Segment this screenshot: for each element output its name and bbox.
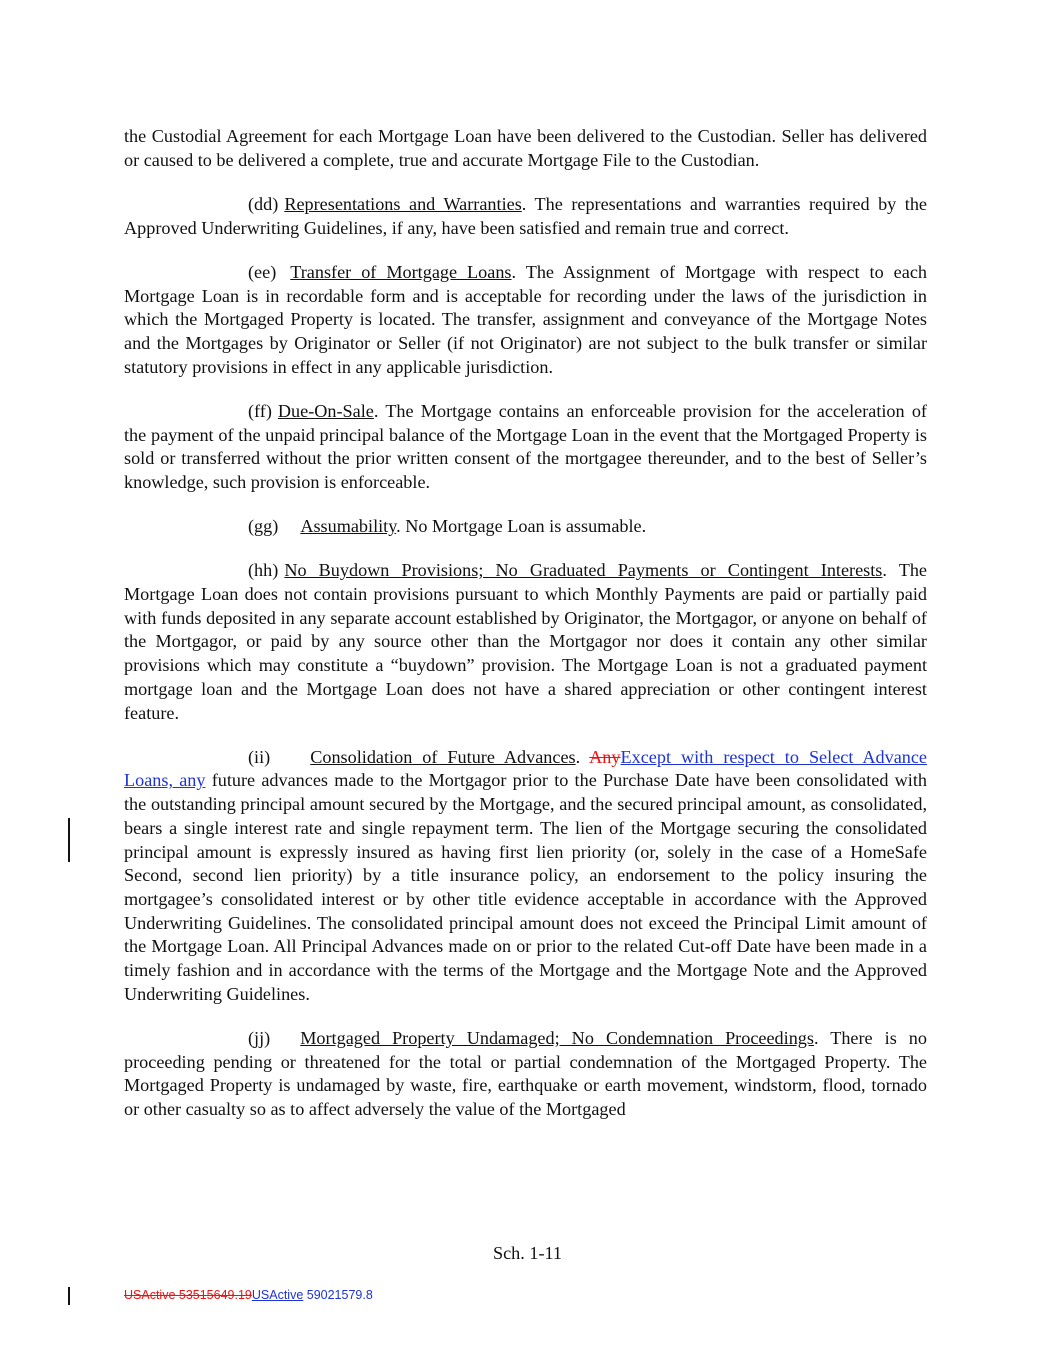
paragraph-ff bbox=[124, 400, 927, 495]
paragraph-text: . There is no proceeding pending or threatened for the total or partial condemnation of the Mortgaged Property. The Mortgaged Property is undamaged by waste, fire, earthquake or earth movement, windstorm, flood, tornado or other casualty so as to affect adversely the value of the Mortgaged bbox=[124, 1028, 927, 1120]
section-label: (dd) bbox=[248, 193, 279, 214]
section-heading: Representations and Warranties bbox=[284, 193, 522, 214]
section-label: (gg) bbox=[248, 516, 279, 537]
footer-inserted-id: USActive bbox=[251, 1288, 304, 1302]
paragraph-text: future advances made to the Mortgagor prior to the Purchase Date have been consolidated with the outstanding principal amount secured by the Mortgage, and the secured principal amount, as consolidated, bears a single interest rate and single repayment term. The lien of the Mortgage securing the consolidated principal amount is expressly insured as having first lien priority (or, solely in the case of a HomeSafe Second, second lien priority) by a title insurance policy, an endorsement to the policy insuring the mortgagee’s consolidated interest or by other title evidence acceptable in accordance with the Approved Underwriting Guidelines. The consolidated principal amount does not exceed the Principal Limit amount of the Mortgage Loan. All Principal Advances made on or prior to the related Cut-off Date have been made in a timely fashion and in accordance with the terms of the Mortgage and the Mortgage Note and the Approved Underwriting Guidelines. bbox=[124, 770, 927, 1004]
paragraph-gg bbox=[124, 515, 927, 539]
deleted-text: Any bbox=[589, 746, 621, 767]
section-heading: Transfer of Mortgage Loans bbox=[290, 261, 512, 282]
paragraph-text: . The representations and warranties required by the Approved Underwriting Guidelines, if any, have been satisfied and remain true and correct. bbox=[124, 193, 928, 238]
paragraph-text: . No Mortgage Loan is assumable. bbox=[396, 516, 647, 537]
section-label: (ii) bbox=[248, 746, 271, 767]
paragraph-ee bbox=[124, 261, 927, 380]
paragraph-text: . The Assignment of Mortgage with respect to each Mortgage Loan is in recordable form and is acceptable for recording under the laws of the jurisdiction in which the Mortgaged Property is located. The transfer, assignment and conveyance of the Mortgage Notes and the Mortgages by Originator or Seller (if not Originator) are not subject to the bulk transfer or similar statutory provisions in effect in any applicable jurisdiction. bbox=[124, 261, 927, 377]
change-bar bbox=[68, 818, 70, 862]
section-heading: Due-On-Sale bbox=[277, 400, 374, 421]
document-footer-id bbox=[124, 1288, 373, 1302]
section-heading: No Buydown Provisions; No Graduated Payments or Contingent Interests bbox=[284, 560, 883, 581]
footer-doc-number: 59021579.8 bbox=[303, 1288, 373, 1302]
paragraph-hh bbox=[124, 559, 927, 725]
paragraph-dd bbox=[124, 193, 927, 240]
heading-period: . bbox=[575, 746, 590, 767]
section-label: (ff) bbox=[248, 400, 272, 421]
section-label: (jj) bbox=[248, 1028, 271, 1048]
paragraph-cc-continuation bbox=[124, 125, 927, 172]
paragraph-text: the Custodial Agreement for each Mortgage Loan have been delivered to the Custodian. Seller has delivered or caused to be delivered a complete, true and accurate Mortgage File to the Custodian. bbox=[124, 126, 927, 170]
section-heading: Consolidation of Future Advances bbox=[310, 746, 576, 767]
footer-deleted-id: USActive 53515649.19 bbox=[124, 1288, 252, 1302]
change-bar-footer bbox=[68, 1287, 70, 1305]
page-number: Sch. 1-11 bbox=[492, 1243, 563, 1263]
section-heading: Mortgaged Property Undamaged; No Condemnation Proceedings bbox=[300, 1028, 814, 1048]
paragraph-text: . The Mortgage Loan does not contain provisions pursuant to which Monthly Payments are paid or partially paid with funds deposited in any separate account established by Originator, the Mortgagor, or anyone on behalf of the Mortgagor, or paid by any source other than the Mortgagor nor does it contain any other similar provisions which may constitute a “buydown” provision. The Mortgage Loan is not a graduated payment mortgage loan and the Mortgage Loan does not have a shared appreciation or other contingent interest feature. bbox=[124, 560, 927, 723]
inserted-text: Except with respect to Select Advance Loans, any bbox=[124, 746, 928, 791]
section-label: (hh) bbox=[248, 560, 279, 581]
document-body bbox=[124, 125, 927, 1142]
section-heading: Assumability bbox=[300, 516, 397, 537]
paragraph-jj bbox=[124, 1027, 927, 1122]
paragraph-text: . The Mortgage contains an enforceable provision for the acceleration of the payment of the unpaid principal balance of the Mortgage Loan in the event that the Mortgaged Property is sold or transferred without the prior written consent of the mortgagee thereunder, and to the best of Seller’s knowledge, such provision is enforceable. bbox=[124, 400, 927, 492]
paragraph-ii bbox=[124, 746, 927, 1007]
section-label: (ee) bbox=[248, 261, 277, 282]
